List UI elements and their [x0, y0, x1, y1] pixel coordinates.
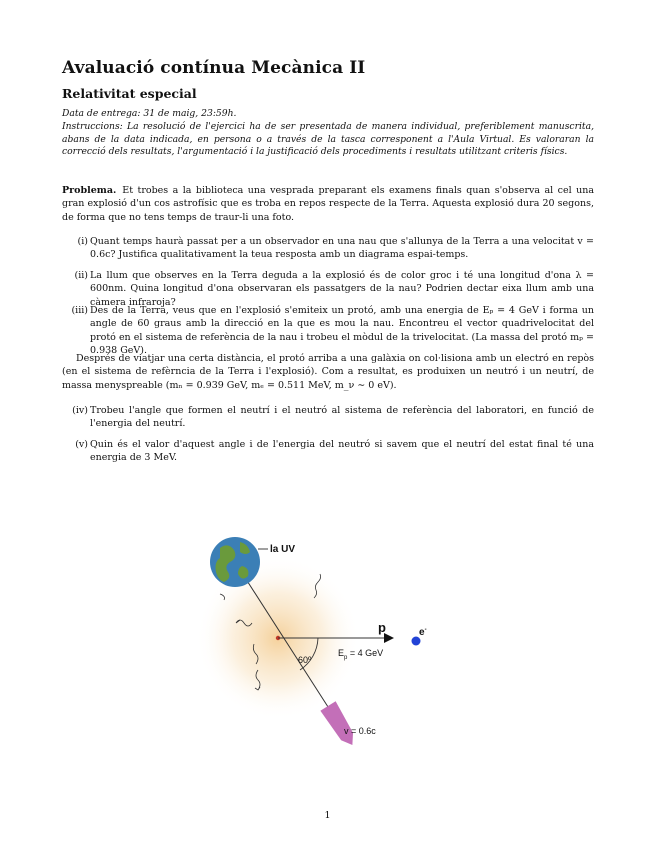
proton-label: p	[378, 620, 386, 635]
energy-label: $E_p = 4$ GeV	[338, 648, 384, 661]
collision-paragraph: Després de viatjar una certa distància, el protó arriba a una galàxia on col·lisiona amb un electró en repòs (en el sistema de refèrncia de la Terra i l'explosió). Com a resultat, es produixen un neutró i un neutrí, de massa menyspreable (mₙ = 0.939 GeV, mₑ = 0.511 MeV, m_ν ∼ 0 eV).	[62, 353, 594, 391]
question-text: Quant temps haurà passat per a un observador en una nau que s'allunya de la Terra a una velocitat v = 0.6c? Justifica qualitativament la teua resposta amb un diagrama espai-temps.	[90, 236, 594, 261]
question-number: (iii)	[71, 305, 88, 316]
question-text: La llum que observes en la Terra deguda a la explosió és de color groc i té una longitud d'ona λ = 600nm. Quina longitud d'ona observaran els passatgers de la nau? Podrien dectar eixa llum amb una càmera infraroja?	[90, 270, 594, 308]
page-number: 1	[324, 810, 331, 821]
question-number: (iv)	[72, 405, 88, 416]
question-number: (i)	[77, 236, 88, 247]
delivery-date: Data de entrega: 31 de maig, 23:59h.	[62, 108, 237, 119]
problem-label: Problema.	[62, 185, 117, 196]
problem-text: Et trobes a la biblioteca una vesprada preparant els examens finals quan s'observa al cel una gran explosió d'un cos astrofísic que es troba en repos respecte de la Terra. Aquesta explosió dura 20 segons, de forma que no tens temps de traur-li una foto.	[62, 185, 594, 223]
document-title: Avaluació contínua Mecànica II	[62, 58, 366, 78]
earth-label: la UV	[270, 544, 296, 555]
question-text: Trobeu l'angle que formen el neutrí i el neutró al sistema de referència del laboratori, en funció de l'energia del neutrí.	[90, 405, 594, 430]
instructions: Instruccions: La resolució de l'ejercici ha de ser presentada de manera individual, preferiblement manuscrita, abans de la data indicada, en persona o a través de la tasca corresponent a l'Aula Virtual. Es valoraran la correcció dels resultats, l'argumentació i la justificació dels procediments i resultats utilitzant criteris físics.	[62, 121, 594, 158]
question-number: (v)	[75, 439, 88, 450]
ship-velocity-label: v = 0.6c	[344, 726, 376, 736]
explosion-figure	[190, 520, 450, 760]
earth-icon	[210, 537, 260, 587]
question-number: (ii)	[74, 270, 88, 281]
question-text: Quin és el valor d'aquest angle i de l'energia del neutró si savem que el neutrí del estat final té una energia de 3 MeV.	[90, 439, 594, 464]
electron-label: e-	[419, 627, 427, 638]
problem-statement	[62, 184, 594, 224]
document-subtitle: Relativitat especial	[62, 86, 197, 101]
angle-label: 60º	[298, 655, 312, 665]
question-text: Des de la Terra, veus que en l'explosió s'emiteix un protó, amb una energia de Eₚ = 4 GeV i forma un angle de 60 graus amb la direcció en la que es mou la nau. Encontreu el vector quadrivelocitat del protó en el sistema de referència de la nau i trobeu el mòdul de la trivelocitat. (La massa del protó mₚ = 0.938 GeV).	[90, 305, 594, 357]
